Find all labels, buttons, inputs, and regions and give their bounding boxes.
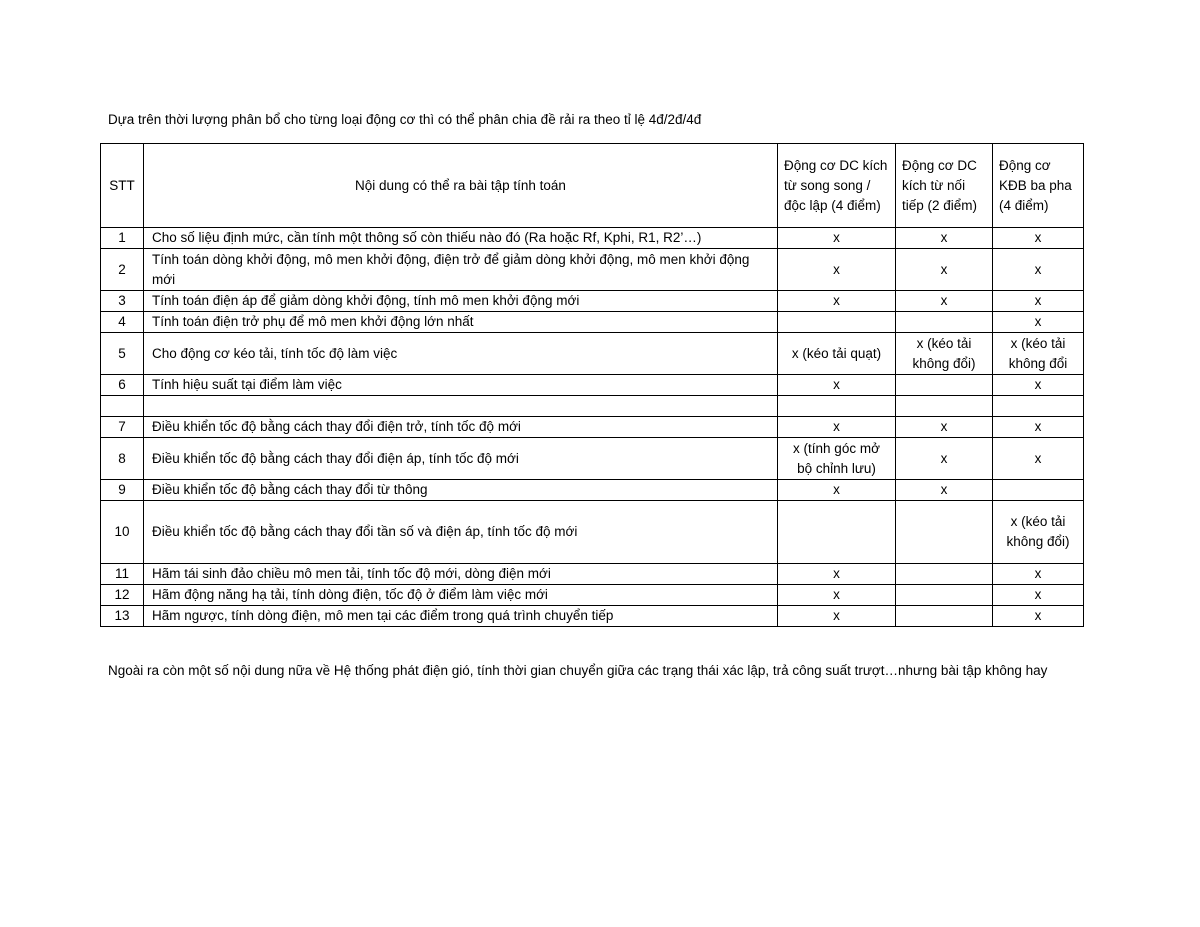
- mark-dc-shunt: x: [778, 480, 896, 501]
- table-row: [101, 375, 1084, 396]
- mark-dc-series: [896, 564, 993, 585]
- row-content: Điều khiển tốc độ bằng cách thay đổi từ thông: [144, 480, 778, 501]
- mark-dc-shunt: [778, 312, 896, 333]
- mark-dc-series: [896, 606, 993, 627]
- row-number: 8: [101, 438, 144, 480]
- mark-dc-shunt: [778, 501, 896, 564]
- intro-text: Dựa trên thời lượng phân bổ cho từng loại động cơ thì có thể phân chia đề rải ra theo tỉ lệ 4đ/2đ/4đ: [108, 112, 702, 127]
- row-number: 1: [101, 228, 144, 249]
- mark-induction: [993, 396, 1084, 417]
- header-stt: STT: [101, 144, 144, 228]
- row-content: Điều khiển tốc độ bằng cách thay đổi tần số và điện áp, tính tốc độ mới: [144, 501, 778, 564]
- row-content: Hãm động năng hạ tải, tính dòng điện, tốc độ ở điểm làm việc mới: [144, 585, 778, 606]
- mark-dc-series: [896, 375, 993, 396]
- mark-dc-series: [896, 585, 993, 606]
- row-number: 9: [101, 480, 144, 501]
- row-content: Tính toán điện trở phụ để mô men khởi động lớn nhất: [144, 312, 778, 333]
- mark-induction: [993, 480, 1084, 501]
- mark-induction: x: [993, 606, 1084, 627]
- row-number: 12: [101, 585, 144, 606]
- row-number: 5: [101, 333, 144, 375]
- table-row: [101, 501, 1084, 564]
- table-body: [101, 228, 1084, 627]
- row-content: Cho động cơ kéo tải, tính tốc độ làm việc: [144, 333, 778, 375]
- mark-induction: x: [993, 585, 1084, 606]
- row-number: 3: [101, 291, 144, 312]
- mark-dc-series: [896, 312, 993, 333]
- mark-dc-shunt: x: [778, 228, 896, 249]
- row-number: 6: [101, 375, 144, 396]
- table-row: [101, 564, 1084, 585]
- mark-induction: x (kéo tải không đổi): [993, 501, 1084, 564]
- row-content: Tính toán điện áp để giảm dòng khởi động, tính mô men khởi động mới: [144, 291, 778, 312]
- header-induction: Động cơ KĐB ba pha (4 điểm): [993, 144, 1084, 228]
- row-number: 11: [101, 564, 144, 585]
- mark-induction: x: [993, 564, 1084, 585]
- mark-dc-series: [896, 501, 993, 564]
- row-number: 4: [101, 312, 144, 333]
- mark-dc-series: x: [896, 291, 993, 312]
- table-row: [101, 480, 1084, 501]
- row-content: Hãm tái sinh đảo chiều mô men tải, tính tốc độ mới, dòng điện mới: [144, 564, 778, 585]
- mark-dc-shunt: x (tính góc mở bộ chỉnh lưu): [778, 438, 896, 480]
- mark-dc-shunt: [778, 396, 896, 417]
- row-content: Cho số liệu định mức, cần tính một thông số còn thiếu nào đó (Ra hoặc Rf, Kphi, R1, R2’…): [144, 228, 778, 249]
- row-number: 10: [101, 501, 144, 564]
- row-content: [144, 396, 778, 417]
- mark-dc-series: x: [896, 249, 993, 291]
- mark-induction: x: [993, 375, 1084, 396]
- mark-dc-series: x: [896, 438, 993, 480]
- mark-dc-shunt: x: [778, 585, 896, 606]
- row-number: [101, 396, 144, 417]
- mark-dc-series: x: [896, 228, 993, 249]
- row-content: Điều khiển tốc độ bằng cách thay đổi điện trở, tính tốc độ mới: [144, 417, 778, 438]
- mark-induction: x: [993, 438, 1084, 480]
- table-row: [101, 312, 1084, 333]
- row-number: 13: [101, 606, 144, 627]
- mark-dc-series: x (kéo tải không đổi): [896, 333, 993, 375]
- table-row-empty: [101, 396, 1084, 417]
- header-dc-shunt: Động cơ DC kích từ song song / độc lập (4 điểm): [778, 144, 896, 228]
- table-row: [101, 438, 1084, 480]
- mark-dc-shunt: x: [778, 291, 896, 312]
- table-row: [101, 228, 1084, 249]
- mark-induction: x (kéo tải không đổi: [993, 333, 1084, 375]
- mark-induction: x: [993, 312, 1084, 333]
- mark-dc-shunt: x: [778, 375, 896, 396]
- table-row: [101, 585, 1084, 606]
- table-row: [101, 291, 1084, 312]
- mark-dc-series: x: [896, 417, 993, 438]
- table-row: [101, 333, 1084, 375]
- header-content: Nội dung có thể ra bài tập tính toán: [144, 144, 778, 228]
- table-row: [101, 606, 1084, 627]
- mark-dc-series: [896, 396, 993, 417]
- row-content: Tính hiệu suất tại điểm làm việc: [144, 375, 778, 396]
- mark-dc-shunt: x: [778, 606, 896, 627]
- exercise-table: [100, 143, 1084, 627]
- row-content: Tính toán dòng khởi động, mô men khởi động, điện trở để giảm dòng khởi động, mô men khởi động mới: [144, 249, 778, 291]
- table-header: [101, 144, 1084, 228]
- mark-induction: x: [993, 417, 1084, 438]
- mark-induction: x: [993, 291, 1084, 312]
- mark-dc-series: x: [896, 480, 993, 501]
- table-row: [101, 249, 1084, 291]
- row-content: Hãm ngược, tính dòng điện, mô men tại các điểm trong quá trình chuyển tiếp: [144, 606, 778, 627]
- mark-dc-shunt: x: [778, 417, 896, 438]
- mark-dc-shunt: x: [778, 249, 896, 291]
- outro-text: Ngoài ra còn một số nội dung nữa về Hệ thống phát điện gió, tính thời gian chuyển giữa các trạng thái xác lập, trả công suất trượt…nhưng bài tập không hay: [108, 663, 1048, 678]
- header-dc-series: Động cơ DC kích từ nối tiếp (2 điểm): [896, 144, 993, 228]
- row-number: 2: [101, 249, 144, 291]
- table-row: [101, 417, 1084, 438]
- mark-dc-shunt: x (kéo tải quạt): [778, 333, 896, 375]
- mark-induction: x: [993, 249, 1084, 291]
- row-content: Điều khiển tốc độ bằng cách thay đổi điện áp, tính tốc độ mới: [144, 438, 778, 480]
- row-number: 7: [101, 417, 144, 438]
- mark-dc-shunt: x: [778, 564, 896, 585]
- mark-induction: x: [993, 228, 1084, 249]
